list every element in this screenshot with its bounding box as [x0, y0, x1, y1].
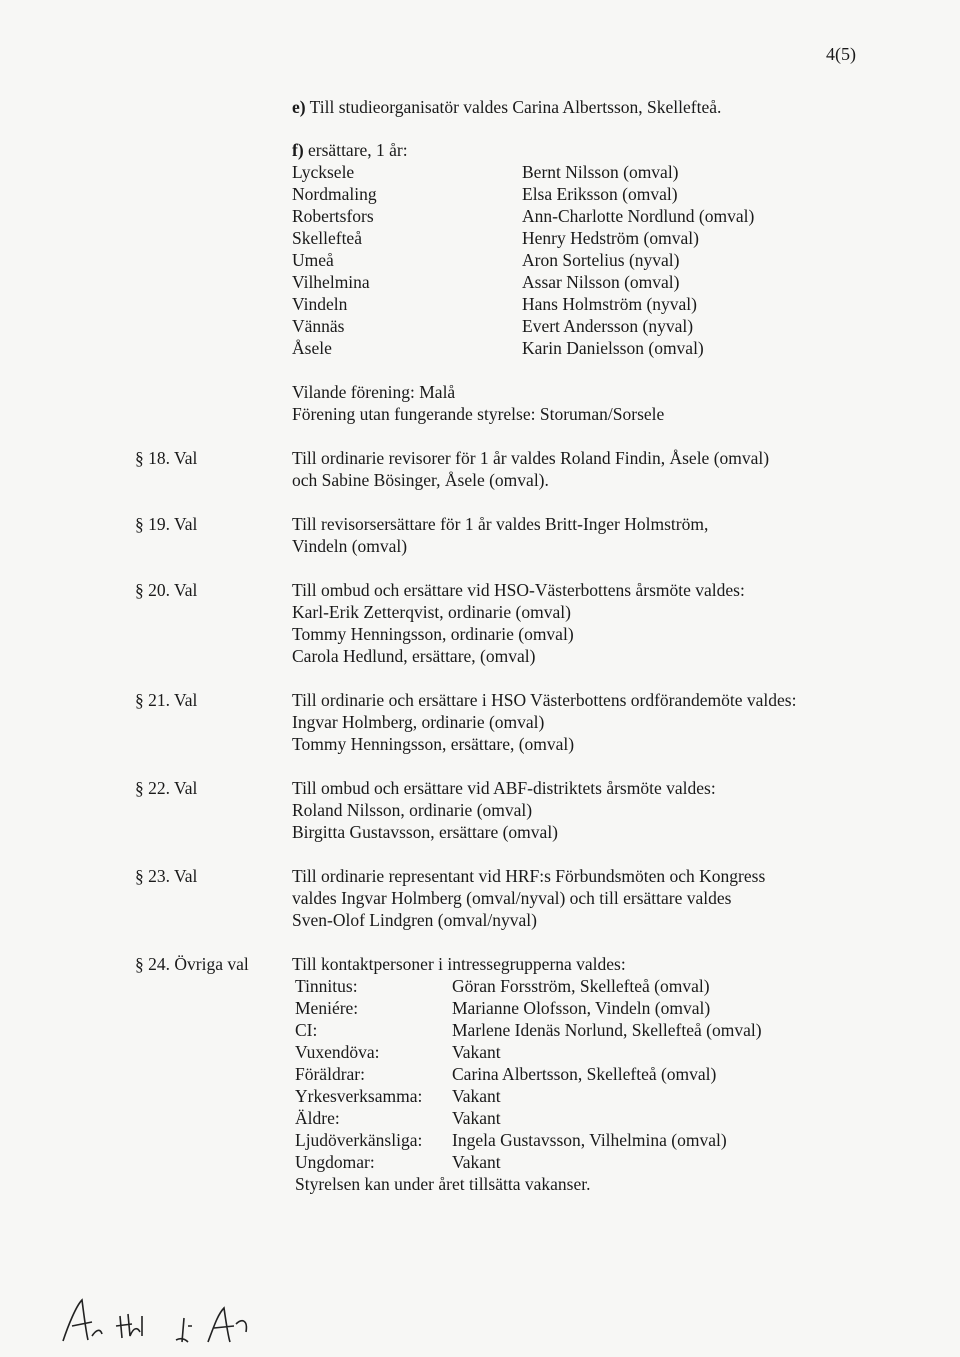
- substitute-name: Elsa Eriksson (omval): [522, 184, 678, 204]
- contact-person: Marianne Olofsson, Vindeln (omval): [452, 998, 711, 1018]
- no-board-association: Förening utan fungerande styrelse: Storuman/Sorsele: [292, 404, 665, 424]
- substitute-place: Nordmaling: [292, 184, 377, 204]
- page-number: 4(5): [826, 44, 856, 64]
- contact-person: Vakant: [452, 1152, 501, 1172]
- s19-label: § 19. Val: [135, 514, 198, 534]
- s20-line: Karl-Erik Zetterqvist, ordinarie (omval): [292, 602, 571, 622]
- contact-group: Äldre:: [295, 1108, 340, 1128]
- s19-line: Till revisorsersättare för 1 år valdes Britt-Inger Holmström,: [292, 514, 709, 534]
- s18-line: och Sabine Bösinger, Åsele (omval).: [292, 470, 549, 490]
- closing-note: Styrelsen kan under året tillsätta vakanser.: [295, 1174, 591, 1194]
- substitute-place: Vilhelmina: [292, 272, 370, 292]
- substitute-name: Ann-Charlotte Nordlund (omval): [522, 206, 755, 226]
- s18-label: § 18. Val: [135, 448, 198, 468]
- contact-person: Vakant: [452, 1086, 501, 1106]
- contact-person: Ingela Gustavsson, Vilhelmina (omval): [452, 1130, 727, 1150]
- s20-line: Tommy Henningsson, ordinarie (omval): [292, 624, 574, 644]
- substitute-place: Umeå: [292, 250, 334, 270]
- contact-group: Ljudöverkänsliga:: [295, 1130, 423, 1150]
- s22-line: Till ombud och ersättare vid ABF-distriktets årsmöte valdes:: [292, 778, 716, 798]
- substitute-place: Robertsfors: [292, 206, 374, 226]
- substitute-name: Bernt Nilsson (omval): [522, 162, 679, 182]
- substitute-name: Henry Hedström (omval): [522, 228, 699, 248]
- s24-label: § 24. Övriga val: [135, 954, 249, 974]
- substitute-name: Karin Danielsson (omval): [522, 338, 704, 358]
- s20-line: Till ombud och ersättare vid HSO-Västerbottens årsmöte valdes:: [292, 580, 745, 600]
- contact-group: Ungdomar:: [295, 1152, 375, 1172]
- substitute-name: Aron Sortelius (nyval): [522, 250, 680, 270]
- s22-label: § 22. Val: [135, 778, 198, 798]
- contact-person: Göran Forsström, Skellefteå (omval): [452, 976, 710, 996]
- s19-line: Vindeln (omval): [292, 536, 408, 556]
- substitute-name: Evert Andersson (nyval): [522, 316, 694, 336]
- section-f: [292, 139, 408, 161]
- resting-association: Vilande förening: Malå: [292, 382, 456, 402]
- contact-group: Yrkesverksamma:: [295, 1086, 423, 1106]
- substitute-place: Skellefteå: [292, 228, 362, 248]
- section-e: [292, 96, 721, 118]
- section-e-letter: e): [292, 97, 306, 117]
- contact-group: Meniére:: [295, 998, 359, 1018]
- contact-group: Vuxendöva:: [295, 1042, 380, 1062]
- s22-line: Birgitta Gustavsson, ersättare (omval): [292, 822, 559, 842]
- substitute-name: Hans Holmström (nyval): [522, 294, 697, 314]
- signature-initials: [58, 1296, 258, 1346]
- s20-label: § 20. Val: [135, 580, 198, 600]
- s23-line: Sven-Olof Lindgren (omval/nyval): [292, 910, 537, 930]
- s23-label: § 23. Val: [135, 866, 198, 886]
- contact-group: CI:: [295, 1020, 318, 1040]
- substitute-place: Lycksele: [292, 162, 355, 182]
- substitute-place: Åsele: [292, 338, 332, 358]
- s21-label: § 21. Val: [135, 690, 198, 710]
- substitute-place: Vindeln: [292, 294, 348, 314]
- section-f-text: ersättare, 1 år:: [308, 140, 408, 160]
- section-e-text: Till studieorganisatör valdes Carina Albertsson, Skellefteå.: [309, 97, 722, 117]
- contact-person: Marlene Idenäs Norlund, Skellefteå (omval): [452, 1020, 762, 1040]
- s24-intro: Till kontaktpersoner i intressegrupperna valdes:: [292, 954, 626, 974]
- contact-person: Vakant: [452, 1042, 501, 1062]
- s21-line: Ingvar Holmberg, ordinarie (omval): [292, 712, 545, 732]
- s20-line: Carola Hedlund, ersättare, (omval): [292, 646, 536, 666]
- substitute-place: Vännäs: [292, 316, 345, 336]
- s23-line: valdes Ingvar Holmberg (omval/nyval) och till ersättare valdes: [292, 888, 732, 908]
- contact-group: Föräldrar:: [295, 1064, 365, 1084]
- substitute-name: Assar Nilsson (omval): [522, 272, 680, 292]
- s21-line: Tommy Henningsson, ersättare, (omval): [292, 734, 575, 754]
- contact-person: Carina Albertsson, Skellefteå (omval): [452, 1064, 717, 1084]
- s21-line: Till ordinarie och ersättare i HSO Västerbottens ordförandemöte valdes:: [292, 690, 797, 710]
- contact-group: Tinnitus:: [295, 976, 358, 996]
- s23-line: Till ordinarie representant vid HRF:s Förbundsmöten och Kongress: [292, 866, 766, 886]
- contact-person: Vakant: [452, 1108, 501, 1128]
- s22-line: Roland Nilsson, ordinarie (omval): [292, 800, 533, 820]
- section-f-letter: f): [292, 140, 304, 160]
- s18-line: Till ordinarie revisorer för 1 år valdes Roland Findin, Åsele (omval): [292, 448, 770, 468]
